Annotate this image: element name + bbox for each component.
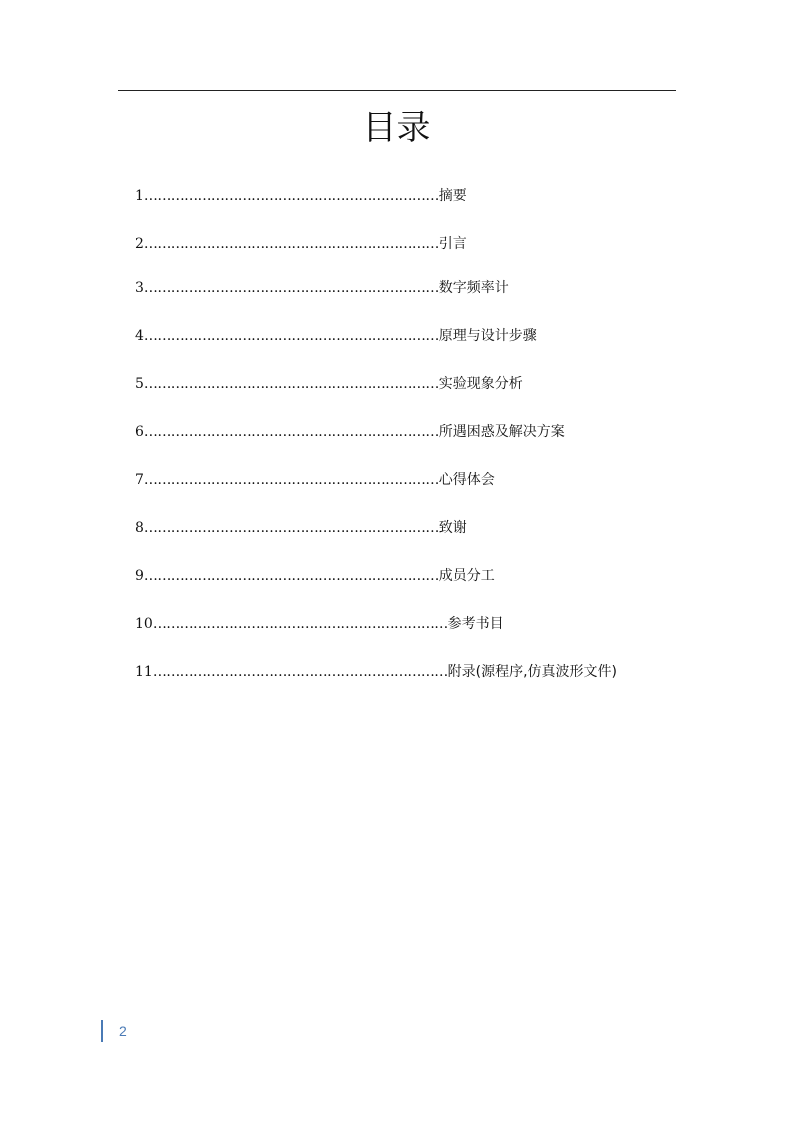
toc-entry-number: 5 bbox=[135, 376, 144, 392]
page-title: 目录 bbox=[362, 108, 431, 148]
toc-entry-number: 4 bbox=[135, 328, 144, 344]
toc-entry-number: 1 bbox=[135, 188, 144, 204]
toc-entry-label: 实验现象分析 bbox=[438, 376, 523, 392]
toc-entry[interactable] bbox=[135, 185, 467, 207]
toc-entry[interactable] bbox=[135, 421, 565, 443]
toc-entry-number: 3 bbox=[135, 280, 144, 296]
toc-entry[interactable] bbox=[135, 325, 537, 347]
toc-entry-label: 致谢 bbox=[438, 520, 467, 536]
toc-entry-label: 附录(源程序,仿真波形文件) bbox=[447, 664, 618, 680]
toc-leader-dots: ………………………………………………………… bbox=[143, 236, 439, 252]
toc-entry-number: 6 bbox=[135, 424, 144, 440]
toc-entry-label: 成员分工 bbox=[438, 568, 495, 584]
toc-leader-dots: ………………………………………………………… bbox=[143, 280, 439, 296]
toc-entry-label: 心得体会 bbox=[438, 472, 495, 488]
footer-accent-bar bbox=[101, 1020, 103, 1042]
toc-entry-number: 2 bbox=[135, 236, 144, 252]
toc-leader-dots: ………………………………………………………… bbox=[143, 472, 439, 488]
toc-entry[interactable] bbox=[135, 661, 617, 683]
toc-leader-dots: ………………………………………………………… bbox=[143, 424, 439, 440]
toc-entry-number: 10 bbox=[135, 616, 153, 632]
header-rule bbox=[118, 90, 676, 91]
toc-entry-label: 所遇困惑及解决方案 bbox=[438, 424, 565, 440]
toc-entry[interactable] bbox=[135, 373, 523, 395]
toc-entry-label: 原理与设计步骤 bbox=[438, 328, 537, 344]
toc-entry-number: 9 bbox=[135, 568, 144, 584]
toc-entry-label: 参考书目 bbox=[447, 616, 504, 632]
toc-leader-dots: ………………………………………………………… bbox=[143, 188, 439, 204]
toc-entry-label: 数字频率计 bbox=[438, 280, 509, 296]
toc-leader-dots: ………………………………………………………… bbox=[152, 664, 448, 680]
toc-leader-dots: ………………………………………………………… bbox=[143, 520, 439, 536]
toc-leader-dots: ………………………………………………………… bbox=[143, 568, 439, 584]
toc-leader-dots: ………………………………………………………… bbox=[143, 376, 439, 392]
toc-entry[interactable] bbox=[135, 277, 509, 299]
toc-entry-number: 8 bbox=[135, 520, 144, 536]
toc-leader-dots: ………………………………………………………… bbox=[143, 328, 439, 344]
toc-entry[interactable] bbox=[135, 517, 467, 539]
toc-entry[interactable] bbox=[135, 469, 495, 491]
toc-entry-label: 引言 bbox=[438, 236, 467, 252]
toc-entry[interactable] bbox=[135, 565, 495, 587]
page-number: 2 bbox=[119, 1023, 127, 1039]
toc-entry[interactable] bbox=[135, 613, 504, 635]
toc-leader-dots: ………………………………………………………… bbox=[152, 616, 448, 632]
toc-entry-number: 7 bbox=[135, 472, 144, 488]
toc-entry[interactable] bbox=[135, 233, 467, 255]
toc-entry-label: 摘要 bbox=[438, 188, 467, 204]
toc-entry-number: 11 bbox=[135, 664, 153, 680]
